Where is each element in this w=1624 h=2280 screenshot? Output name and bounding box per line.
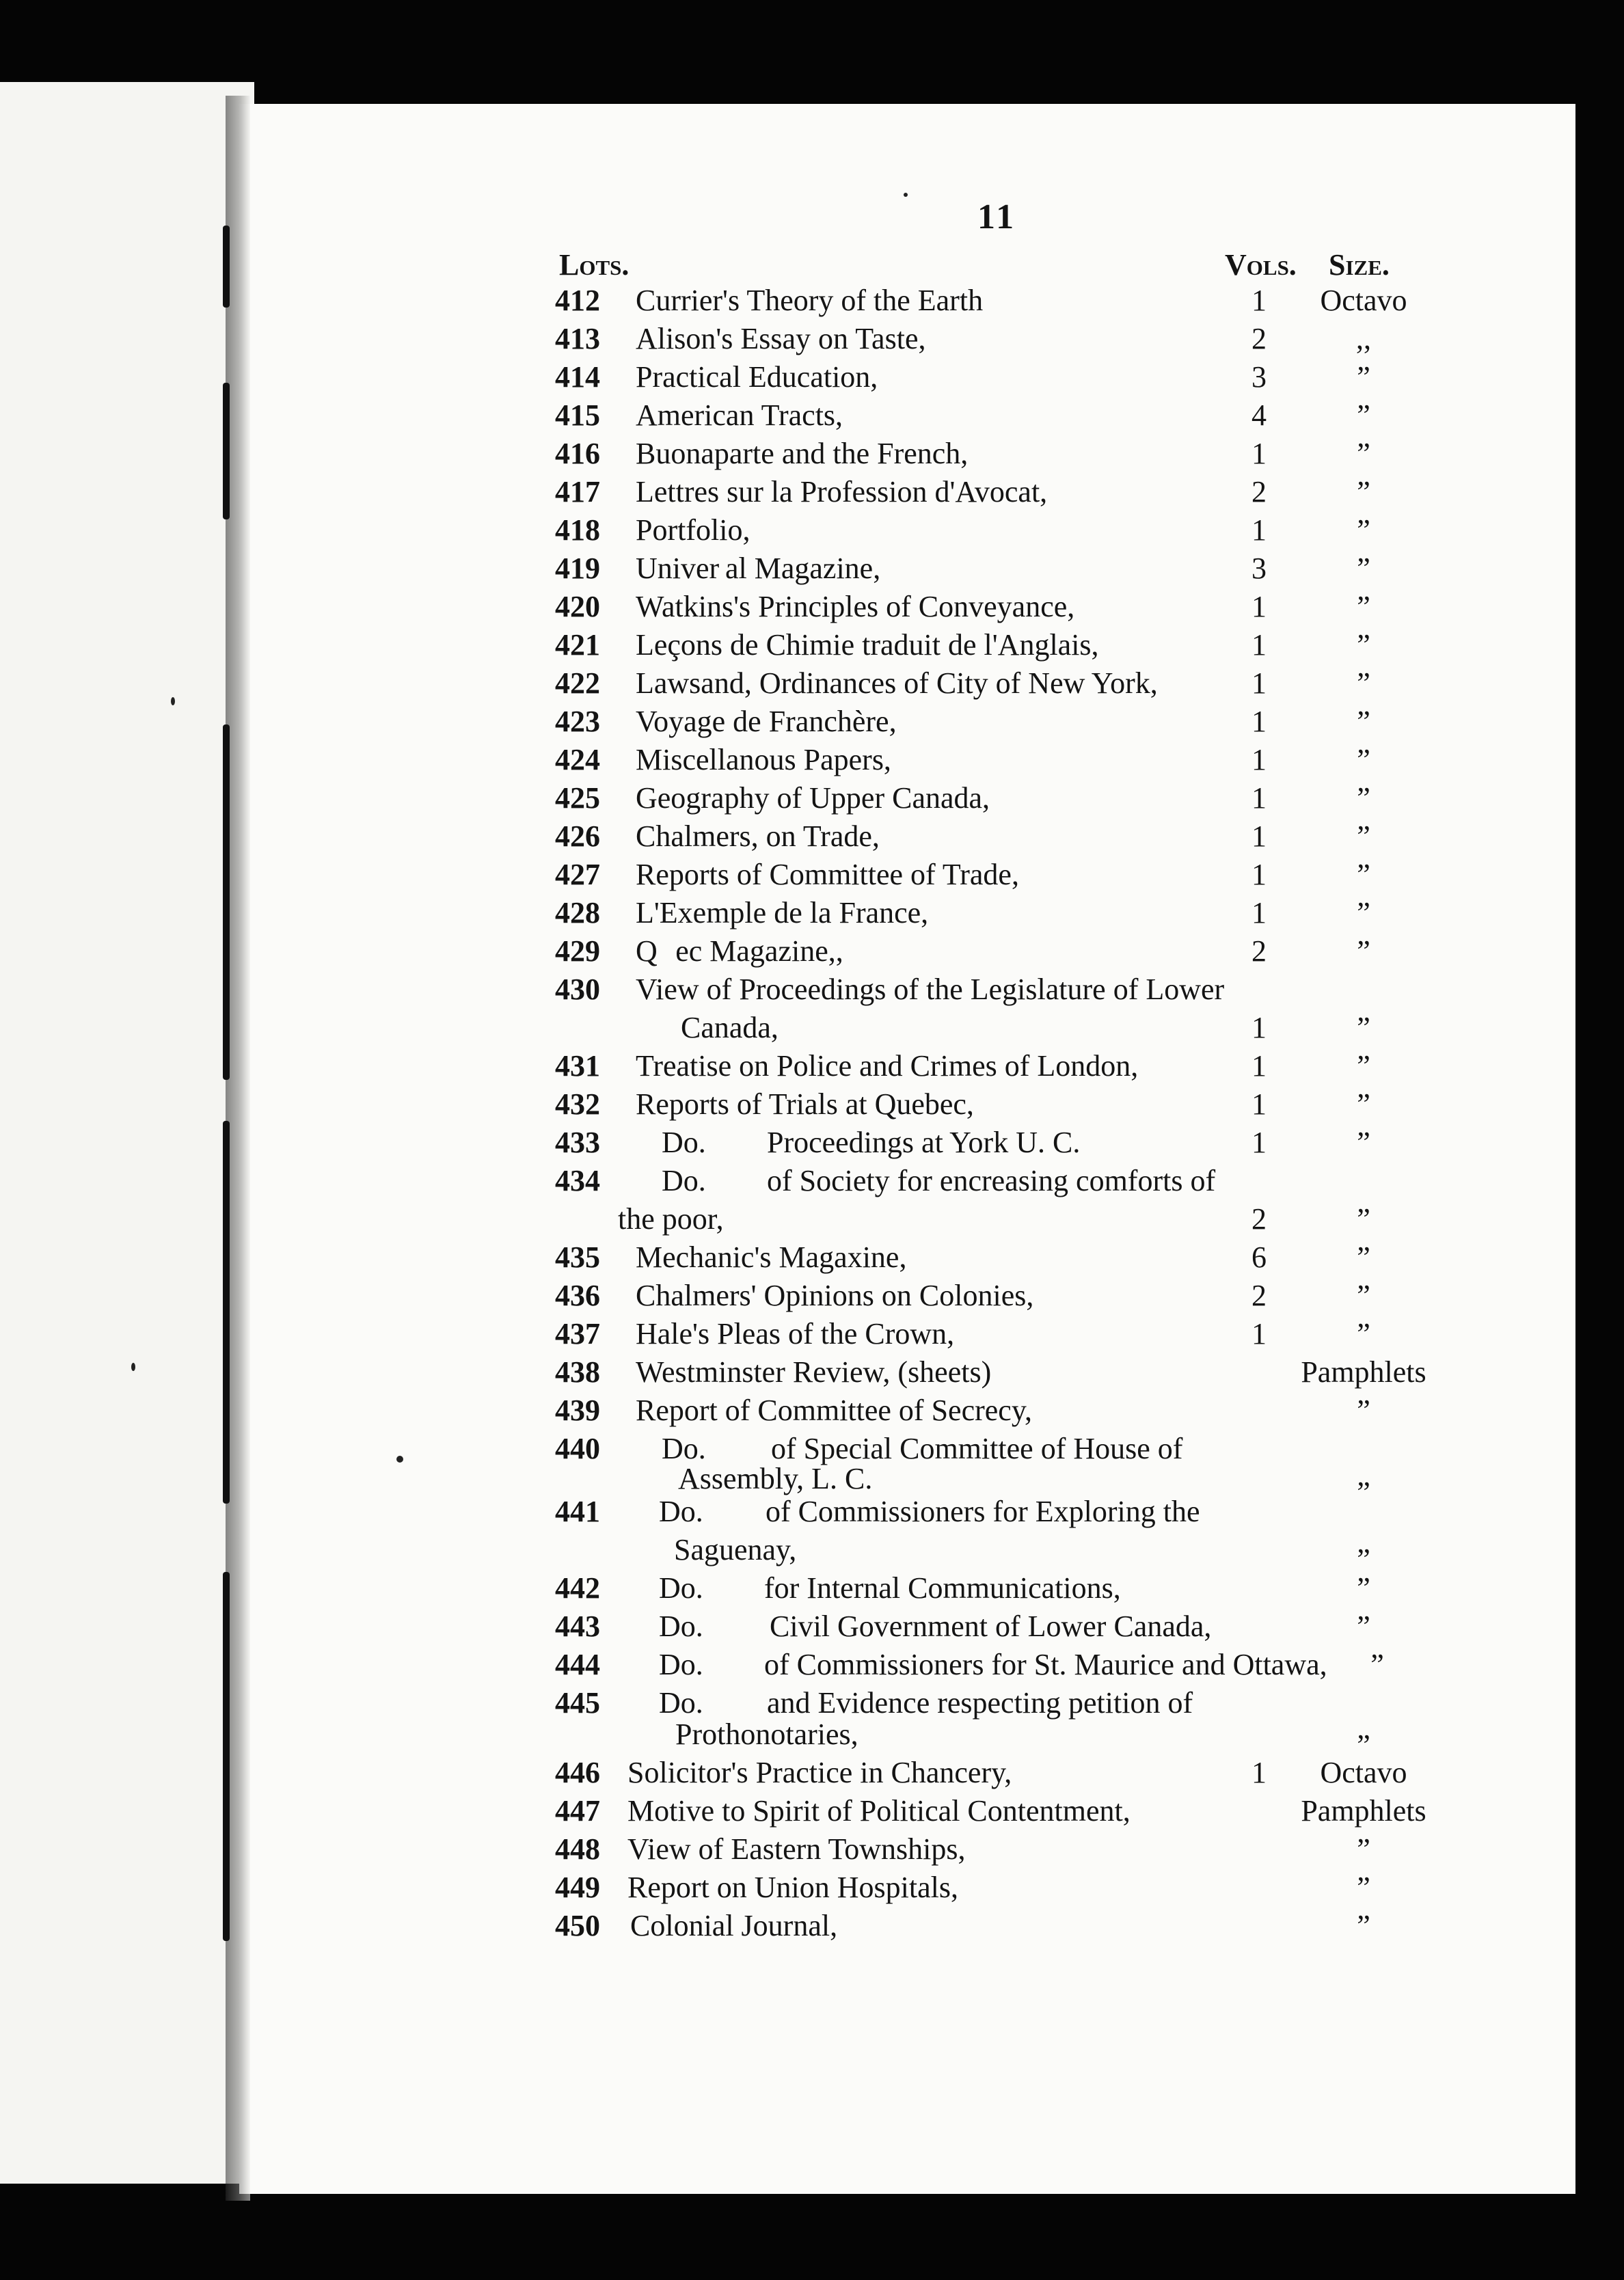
catalogue-entry xyxy=(0,1870,1624,1905)
volume-count: 1 xyxy=(1251,1049,1267,1083)
book-title-continuation: Canada, xyxy=(681,1011,779,1044)
book-size: ” xyxy=(1357,1049,1370,1083)
book-title: Hale's Pleas of the Crown, xyxy=(636,1317,955,1351)
lot-number: 418 xyxy=(555,513,600,547)
catalogue-entry xyxy=(0,1832,1624,1867)
catalogue-entry xyxy=(0,627,1624,663)
book-title-continuation: Saguenay, xyxy=(674,1533,797,1566)
volume-count: 1 xyxy=(1251,1011,1267,1044)
lot-number: 447 xyxy=(555,1794,600,1828)
page-number: 11 xyxy=(977,198,1017,236)
catalogue-entry xyxy=(0,895,1624,931)
book-title: Portfolio, xyxy=(636,513,750,547)
lot-number: 437 xyxy=(555,1317,600,1351)
ditto-mark: Do. xyxy=(662,1432,706,1465)
ditto-mark: Do. xyxy=(659,1571,703,1605)
volume-count: 1 xyxy=(1251,896,1267,929)
catalogue-entry xyxy=(0,1571,1624,1606)
catalogue-entry xyxy=(0,857,1624,893)
catalogue-entry xyxy=(0,742,1624,778)
book-size: Octavo xyxy=(1320,284,1407,317)
book-title: Reports of Trials at Quebec, xyxy=(636,1087,974,1121)
volume-count: 1 xyxy=(1251,743,1267,776)
catalogue-entry xyxy=(0,1685,1624,1721)
lot-number: 431 xyxy=(555,1049,600,1083)
book-size: ” xyxy=(1357,819,1370,853)
ditto-mark: Do. xyxy=(659,1495,703,1528)
lot-number: 439 xyxy=(555,1394,600,1427)
lot-number: 421 xyxy=(555,628,600,662)
catalogue-entry xyxy=(0,1240,1624,1275)
book-size: ” xyxy=(1357,590,1370,623)
lot-number: 417 xyxy=(555,475,600,508)
book-title: View of Proceedings of the Legislature of Lower xyxy=(636,973,1225,1006)
ditto-mark: Do. xyxy=(662,1164,706,1197)
catalogue-entry xyxy=(0,1163,1624,1199)
book-size: ” xyxy=(1357,896,1370,929)
book-title: Report of Committee of Secrecy, xyxy=(636,1394,1032,1427)
book-size: ” xyxy=(1357,781,1370,815)
book-size: ” xyxy=(1357,398,1370,432)
book-title: American Tracts, xyxy=(636,398,843,432)
book-size: ” xyxy=(1357,513,1370,547)
volume-count: 1 xyxy=(1251,781,1267,815)
lot-number: 423 xyxy=(555,705,600,738)
book-title: Geography of Upper Canada, xyxy=(636,781,990,815)
lot-number: 412 xyxy=(555,284,600,317)
catalogue-entry xyxy=(0,819,1624,854)
book-title: Voyage de Franchère, xyxy=(636,705,897,738)
book-title-continuation: Prothonotaries, xyxy=(675,1718,858,1751)
book-size: Octavo xyxy=(1320,1756,1407,1789)
catalogue-entry xyxy=(0,321,1624,357)
volume-count: 2 xyxy=(1251,475,1267,508)
lots-heading: Lots. xyxy=(559,248,630,282)
volume-count: 3 xyxy=(1251,552,1267,585)
catalogue-entry xyxy=(0,1793,1624,1829)
catalogue-entry xyxy=(0,398,1624,433)
catalogue-entry xyxy=(0,1908,1624,1944)
lot-number: 427 xyxy=(555,858,600,891)
book-title: of Commissioners for St. Maurice and Ottawa, xyxy=(764,1648,1327,1681)
catalogue-entry-continuation xyxy=(0,1202,1624,1237)
volume-count: 1 xyxy=(1251,513,1267,547)
book-size: ” xyxy=(1357,475,1370,508)
volume-count: 1 xyxy=(1251,284,1267,317)
book-size: ” xyxy=(1357,705,1370,738)
lot-number: 425 xyxy=(555,781,600,815)
book-size: ” xyxy=(1357,1543,1370,1576)
book-title-continuation: Assembly, L. C. xyxy=(678,1462,873,1495)
catalogue-entry xyxy=(0,934,1624,969)
catalogue-entry xyxy=(0,589,1624,625)
book-title: Chalmers, on Trade, xyxy=(636,819,880,853)
book-size: ” xyxy=(1357,1909,1370,1942)
book-title: Motive to Spirit of Political Contentment, xyxy=(627,1794,1131,1828)
book-title: Solicitor's Practice in Chancery, xyxy=(627,1756,1012,1789)
book-title: Q ec Magazine,, xyxy=(636,934,843,968)
book-size: ” xyxy=(1357,1832,1370,1866)
volume-count: 1 xyxy=(1251,819,1267,853)
book-size: ” xyxy=(1357,1476,1370,1509)
lot-number: 436 xyxy=(555,1279,600,1312)
lot-number: 443 xyxy=(555,1610,600,1643)
volume-count: 1 xyxy=(1251,858,1267,891)
lot-number: 434 xyxy=(555,1164,600,1197)
book-size: ” xyxy=(1357,666,1370,700)
book-size: ” xyxy=(1357,1011,1370,1044)
lot-number: 413 xyxy=(555,322,600,355)
lot-number: 442 xyxy=(555,1571,600,1605)
book-title: Chalmers' Opinions on Colonies, xyxy=(636,1279,1034,1312)
catalogue-entry xyxy=(0,283,1624,318)
book-size: ” xyxy=(1357,934,1370,968)
book-title: and Evidence respecting petition of xyxy=(767,1686,1193,1720)
book-size: ” xyxy=(1357,1394,1370,1427)
volume-count: 1 xyxy=(1251,1756,1267,1789)
lot-number: 441 xyxy=(555,1495,600,1528)
lot-number: 420 xyxy=(555,590,600,623)
book-title: Leçons de Chimie traduit de l'Anglais, xyxy=(636,628,1099,662)
book-title: Report on Union Hospitals, xyxy=(627,1871,958,1904)
book-size: ” xyxy=(1357,1571,1370,1605)
catalogue-entry xyxy=(0,1609,1624,1644)
lot-number: 435 xyxy=(555,1240,600,1274)
volume-count: 3 xyxy=(1251,360,1267,394)
book-size: ” xyxy=(1357,1317,1370,1351)
book-title: of Commissioners for Exploring the xyxy=(766,1495,1200,1528)
book-title: Mechanic's Magaxine, xyxy=(636,1240,907,1274)
volume-count: 2 xyxy=(1251,1202,1267,1236)
lot-number: 430 xyxy=(555,973,600,1006)
lot-number: 429 xyxy=(555,934,600,968)
lot-number: 444 xyxy=(555,1648,600,1681)
catalogue-entry xyxy=(0,666,1624,701)
book-title: Buonaparte and the French, xyxy=(636,437,969,470)
lot-number: 448 xyxy=(555,1832,600,1866)
book-size: ” xyxy=(1357,1279,1370,1312)
catalogue-entry xyxy=(0,1755,1624,1791)
book-title: for Internal Communications, xyxy=(764,1571,1121,1605)
catalogue-entry-continuation xyxy=(0,1532,1624,1576)
ditto-mark: Do. xyxy=(659,1648,703,1681)
lot-number: 449 xyxy=(555,1871,600,1904)
volume-count: 1 xyxy=(1251,1087,1267,1121)
volume-count: 6 xyxy=(1251,1240,1267,1274)
book-title: Treatise on Police and Crimes of London, xyxy=(636,1049,1139,1083)
book-title: of Special Committee of House of xyxy=(771,1432,1183,1465)
size-heading: Size. xyxy=(1329,248,1390,282)
book-size: ” xyxy=(1357,437,1370,470)
catalogue-entry xyxy=(0,1048,1624,1084)
volume-count: 1 xyxy=(1251,666,1267,700)
ditto-mark: Do. xyxy=(659,1686,703,1720)
lot-number: 422 xyxy=(555,666,600,700)
catalogue-entry xyxy=(0,1393,1624,1428)
book-size: ” xyxy=(1357,1610,1370,1643)
book-title: of Society for encreasing comforts of xyxy=(767,1164,1216,1197)
book-size: ” xyxy=(1357,858,1370,891)
catalogue-entry xyxy=(0,436,1624,472)
book-size: ” xyxy=(1357,1240,1370,1274)
book-size: ” xyxy=(1357,628,1370,662)
lot-number: 419 xyxy=(555,552,600,585)
book-title: Colonial Journal, xyxy=(630,1909,838,1942)
lot-number: 416 xyxy=(555,437,600,470)
book-title: Westminster Review, (sheets) xyxy=(636,1355,992,1389)
book-title: Practical Education, xyxy=(636,360,878,394)
volume-count: 2 xyxy=(1251,322,1267,355)
volume-count: 4 xyxy=(1251,398,1267,432)
ditto-mark: Do. xyxy=(662,1126,706,1159)
lot-number: 428 xyxy=(555,896,600,929)
book-title: Univer al Magazine, xyxy=(636,552,881,585)
book-title: Currier's Theory of the Earth xyxy=(636,284,984,317)
book-title: Miscellanous Papers, xyxy=(636,743,891,776)
volume-count: 1 xyxy=(1251,590,1267,623)
lot-number: 433 xyxy=(555,1126,600,1159)
catalogue-entry xyxy=(0,513,1624,548)
book-title: Lettres sur la Profession d'Avocat, xyxy=(636,475,1048,508)
volume-count: 1 xyxy=(1251,1126,1267,1159)
catalogue-entry xyxy=(0,1278,1624,1314)
catalogue-entry xyxy=(0,972,1624,1007)
lot-number: 426 xyxy=(555,819,600,853)
book-title: Proceedings at York U. C. xyxy=(767,1126,1081,1159)
book-size: ” xyxy=(1370,1648,1384,1681)
lot-number: 432 xyxy=(555,1087,600,1121)
catalogue-entry xyxy=(0,1647,1624,1683)
book-title: Reports of Committee of Trade, xyxy=(636,858,1019,891)
book-title: L'Exemple de la France, xyxy=(636,896,929,929)
book-title: Watkins's Principles of Conveyance, xyxy=(636,590,1075,623)
lot-number: 415 xyxy=(555,398,600,432)
catalogue-entry xyxy=(0,1125,1624,1161)
book-size: ” xyxy=(1357,1126,1370,1159)
lot-number: 445 xyxy=(555,1686,600,1720)
book-size: ” xyxy=(1357,1202,1370,1236)
volume-count: 2 xyxy=(1251,934,1267,968)
book-size: Pamphlets xyxy=(1301,1355,1426,1389)
ditto-mark: Do. xyxy=(659,1610,703,1643)
lot-number: 440 xyxy=(555,1432,600,1465)
book-title: Lawsand, Ordinances of City of New York, xyxy=(636,666,1158,700)
book-title: Civil Government of Lower Canada, xyxy=(770,1610,1212,1643)
book-size: ” xyxy=(1357,743,1370,776)
book-title-continuation: the poor, xyxy=(618,1202,724,1236)
lot-number: 438 xyxy=(555,1355,600,1389)
catalogue-entry xyxy=(0,1087,1624,1122)
book-size: ” xyxy=(1357,552,1370,585)
ink-speck xyxy=(904,193,908,197)
book-size: ” xyxy=(1357,1871,1370,1904)
catalogue-entry xyxy=(0,1494,1624,1530)
vols-heading: Vols. xyxy=(1225,248,1297,282)
volume-count: 1 xyxy=(1251,437,1267,470)
book-title: Alison's Essay on Taste, xyxy=(636,322,926,355)
catalogue-entry xyxy=(0,1355,1624,1390)
volume-count: 1 xyxy=(1251,628,1267,662)
lot-number: 446 xyxy=(555,1756,600,1789)
catalogue-entry xyxy=(0,359,1624,395)
lot-number: 414 xyxy=(555,360,600,394)
catalogue-entry xyxy=(0,704,1624,739)
book-size: ” xyxy=(1357,1087,1370,1121)
catalogue-entry xyxy=(0,551,1624,586)
volume-count: 2 xyxy=(1251,1279,1267,1312)
volume-count: 1 xyxy=(1251,1317,1267,1351)
catalogue-entry xyxy=(0,474,1624,510)
lot-number: 450 xyxy=(555,1909,600,1942)
book-title: View of Eastern Townships, xyxy=(627,1832,966,1866)
book-size: ” xyxy=(1357,1728,1370,1762)
book-size: ” xyxy=(1357,360,1370,394)
catalogue-entry-continuation xyxy=(0,1010,1624,1046)
book-size: Pamphlets xyxy=(1301,1794,1426,1828)
catalogue-entry xyxy=(0,781,1624,816)
volume-count: 1 xyxy=(1251,705,1267,738)
book-size: ,, xyxy=(1356,322,1371,355)
catalogue-entry xyxy=(0,1316,1624,1352)
lot-number: 424 xyxy=(555,743,600,776)
